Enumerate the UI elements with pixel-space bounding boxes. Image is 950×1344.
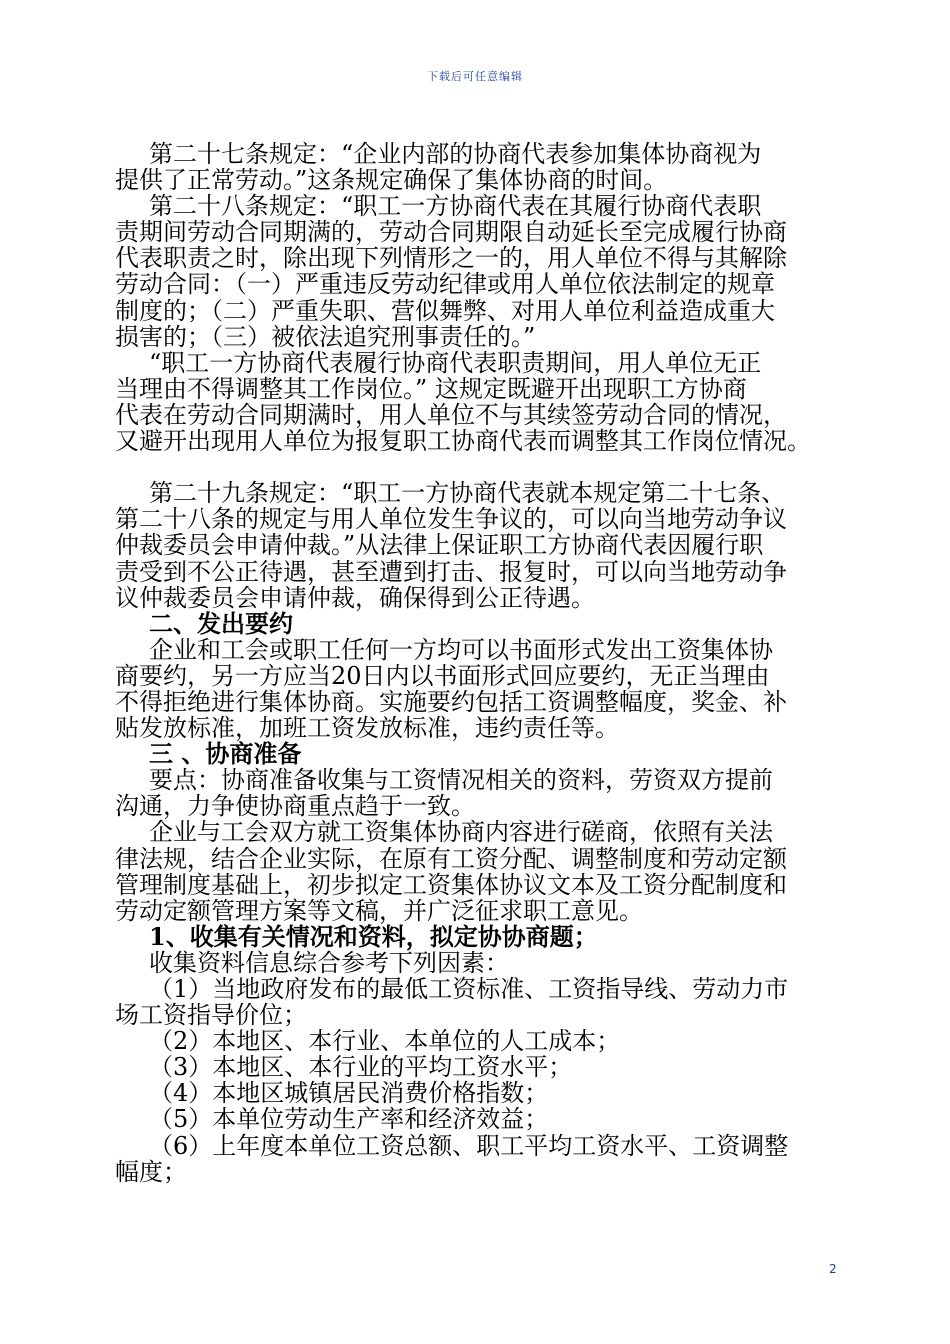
section-heading: 二、发出要约 (149, 608, 293, 638)
list-item-continuation: 场工资指导价位； (115, 1001, 307, 1030)
paragraph-line: 贴发放标准，加班工资发放标准，违约责任等。 (115, 714, 619, 743)
paragraph-line: “职工一方协商代表履行协商代表职责期间，用人单位无正 (149, 348, 762, 377)
paragraph-line: 代表职责之时，除出现下列情形之一的，用人单位不得与其解除 (115, 244, 787, 273)
list-item: （2）本地区、本行业、本单位的人工成本； (149, 1027, 621, 1056)
paragraph-line: 第二十七条规定：“企业内部的协商代表参加集体协商视为 (149, 140, 762, 168)
section-heading: 三 、协商准备 (149, 739, 302, 769)
list-item: （3）本地区、本行业的平均工资水平； (149, 1053, 573, 1082)
paragraph-line: 劳动定额管理方案等文稿，并广泛征求职工意见。 (115, 896, 643, 925)
subsection-heading: 1、收集有关情况和资料，拟定协协商题； (149, 921, 598, 951)
list-item: （4）本地区城镇居民消费价格指数； (149, 1079, 549, 1108)
paragraph-line: 责期间劳动合同期满的，劳动合同期限自动延长至完成履行协商 (115, 218, 787, 247)
paragraph-line: 第二十九条规定：“职工一方协商代表就本规定第二十七条、 (149, 479, 786, 508)
paragraph-line: 律法规，结合企业实际，在原有工资分配、调整制度和劳动定额 (115, 844, 787, 873)
paragraph-line: 当理由不得调整其工作岗位。” 这规定既避开出现职工方协商 (115, 374, 747, 403)
paragraph-line: 制度的；（二）严重失职、营似舞弊、对用人单位利益造成重大 (115, 296, 775, 325)
paragraph-line: 第二十八条的规定与用人单位发生争议的，可以向当地劳动争议 (115, 505, 787, 534)
page-number: 2 (829, 1262, 837, 1276)
paragraph-line: 要点：协商准备收集与工资情况相关的资料，劳资双方提前 (149, 766, 773, 795)
paragraph-line: 沟通，力争使协商重点趋于一致。 (115, 792, 475, 821)
paragraph-line: 议仲裁委员会申请仲裁，确保得到公正待遇。 (115, 583, 595, 612)
paragraph-line: 仲裁委员会申请仲裁。”从法律上保证职工方协商代表因履行职 (115, 531, 764, 560)
paragraph-line: 第二十八条规定：“职工一方协商代表在其履行协商代表职 (149, 192, 762, 221)
paragraph-line: 商要约，另一方应当20日内以书面形式回应要约，无正当理由 (115, 661, 770, 690)
header-watermark: 下载后可任意编辑 (427, 70, 523, 83)
document-body (115, 141, 835, 1185)
paragraph-line: 损害的；（三）被依法追究刑事责任的。” (115, 322, 536, 351)
blank-line (115, 454, 835, 480)
paragraph-line: 管理制度基础上，初步拟定工资集体协议文本及工资分配制度和 (115, 870, 787, 899)
paragraph-line: 代表在劳动合同期满时，用人单位不与其续签劳动合同的情况， (115, 400, 787, 429)
paragraph-line: 企业与工会双方就工资集体协商内容进行磋商，依照有关法 (149, 818, 773, 847)
list-item: （6）上年度本单位工资总额、职工平均工资水平、工资调整 (149, 1131, 789, 1160)
paragraph-line: 企业和工会或职工任何一方均可以书面形式发出工资集体协 (149, 635, 773, 664)
list-item: （5）本单位劳动生产率和经济效益； (149, 1105, 549, 1134)
paragraph-line: 劳动合同：（一）严重违反劳动纪律或用人单位依法制定的规章 (115, 270, 775, 299)
paragraph-line: 不得拒绝进行集体协商。实施要约包括工资调整幅度，奖金、补 (115, 687, 787, 716)
list-item-continuation: 幅度； (115, 1157, 187, 1186)
paragraph-line: 提供了正常劳动。”这条规定确保了集体协商的时间。 (115, 166, 668, 195)
list-item: （1）当地政府发布的最低工资标准、工资指导线、劳动力市 (149, 975, 789, 1003)
paragraph-line: 收集资料信息综合参考下列因素： (149, 948, 509, 977)
paragraph-line: 又避开出现用人单位为报复职工协商代表而调整其工作岗位情况。 (115, 427, 811, 456)
paragraph-line: 责受到不公正待遇，甚至遭到打击、报复时，可以向当地劳动争 (115, 557, 787, 586)
